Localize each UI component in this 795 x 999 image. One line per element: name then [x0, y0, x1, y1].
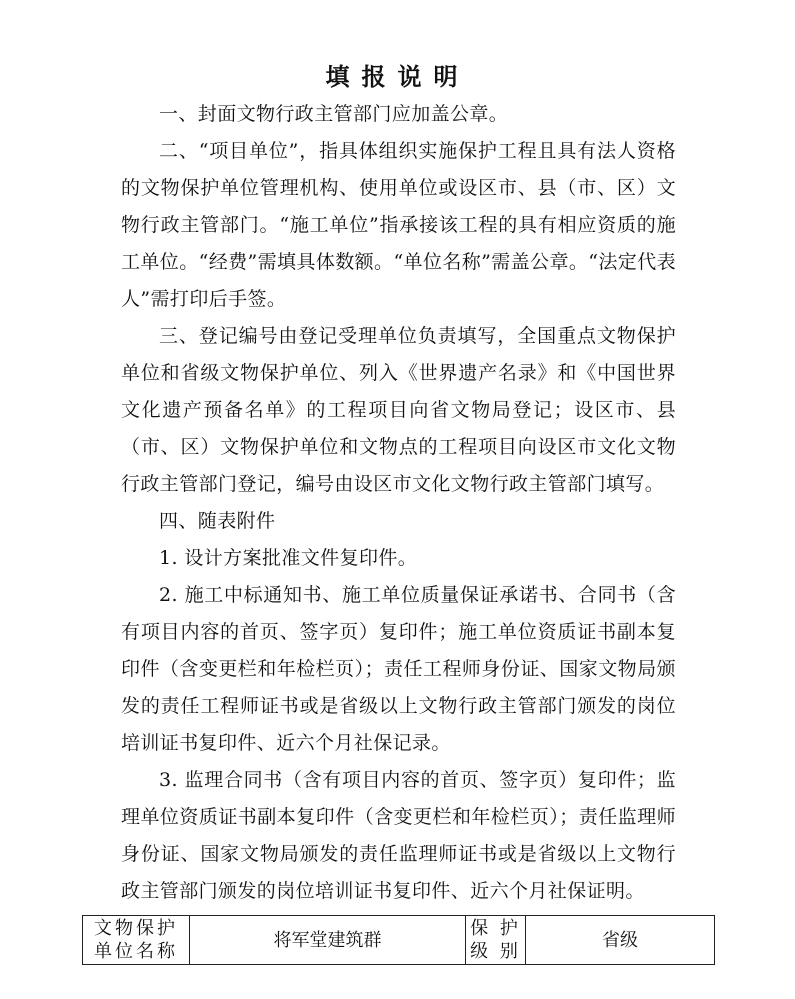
paragraph-attachments-heading: 四、随表附件: [159, 510, 276, 532]
protection-level-label-line2: 级 别: [470, 941, 521, 962]
paragraph-cover-seal: 一、封面文物行政主管部门应加盖公章。: [159, 103, 509, 125]
attachment-item-1: 1. 设计方案批准文件复印件。: [159, 547, 418, 569]
protection-level-label-line1: 保 护: [470, 918, 521, 939]
unit-name-label-line2: 单位名称: [94, 941, 178, 962]
attachment-item-2: 2. 施工中标通知书、施工单位质量保证承诺书、合同书（含有项目内容的首页、签字页）复印件；施工单位资质证书副本复印件（含变更栏和年检栏页）；责任工程师身份证、国家文物局颁发的责任工程师证书或是省级以上文物行政主管部门颁发的岗位培训证书复印件、近六个月社保记录。: [121, 584, 676, 754]
attachment-item-3: 3. 监理合同书（含有项目内容的首页、签字页）复印件；监理单位资质证书副本复印件（含变更栏和年检栏页）；责任监理师身份证、国家文物局颁发的责任监理师证书或是省级以上文物行政主管部门颁发的岗位培训证书复印件、近六个月社保证明。: [121, 769, 676, 902]
paragraph-registration-number: 三、登记编号由登记受理单位负责填写，全国重点文物保护单位和省级文物保护单位、列入《世界遗产名录》和《中国世界文化遗产预备名单》的工程项目向省文物局登记；设区市、县（市、区）文物保护单位和文物点的工程项目向设区市文化文物行政主管部门登记，编号由设区市文化文物行政主管部门填写。: [121, 325, 676, 495]
protection-level-value: 省级: [526, 916, 715, 965]
protection-level-label: [466, 916, 526, 965]
unit-name-label-line1: 文物保护: [94, 918, 178, 939]
instructions-body: [121, 96, 676, 910]
paragraph-project-unit: 二、“项目单位”，指具体组织实施保护工程且具有法人资格的文物保护单位管理机构、使用单位或设区市、县（市、区）文物行政主管部门。“施工单位”指承接该工程的具有相应资质的施工单位。“经费”需填具体数额。“单位名称”需盖公章。“法定代表人”需打印后手签。: [121, 140, 676, 310]
unit-name-value: 将军堂建筑群: [190, 916, 466, 965]
table-row: [83, 916, 715, 965]
heritage-info-table: [82, 915, 715, 965]
document-title: 填报说明: [325, 62, 470, 91]
unit-name-label: [83, 916, 190, 965]
